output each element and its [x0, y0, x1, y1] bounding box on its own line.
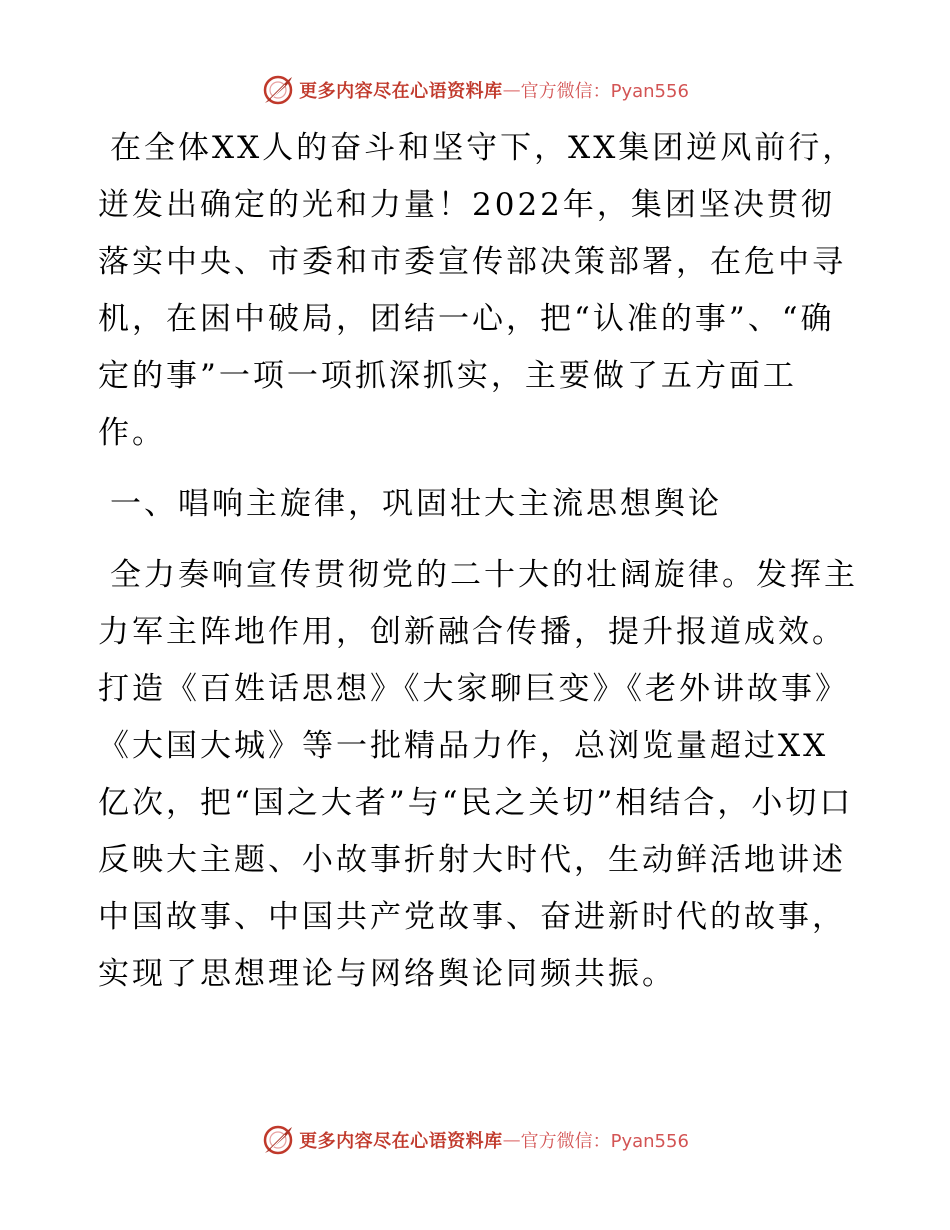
footer-wechat-text: 官方微信：Pyan556 — [520, 1131, 689, 1152]
footer-separator: — — [502, 1129, 521, 1151]
header-wechat-text: 官方微信：Pyan556 — [520, 81, 689, 102]
header-brand-text: 更多内容尽在心语资料库 — [299, 81, 503, 102]
feather-pen-logo-icon — [261, 1123, 295, 1157]
document-body — [98, 120, 858, 1003]
header-watermark — [0, 70, 950, 110]
intro-paragraph: 在全体XX人的奋斗和坚守下，XX集团逆风前行，迸发出确定的光和力量！2022年，集团坚决贯彻落实中央、市委和市委宣传部决策部署，在危中寻机，在困中破局，团结一心，把“认准的事”、“确定的事”一项一项抓深抓实，主要做了五方面工作。 — [98, 130, 857, 451]
section-heading: 一、唱响主旋律，巩固壮大主流思想舆论 — [110, 486, 722, 522]
header-separator: — — [502, 79, 521, 101]
section-paragraph: 全力奏响宣传贯彻党的二十大的壮阔旋律。发挥主力军主阵地作用，创新融合传播，提升报道成效。打造《百姓话思想》《大家聊巨变》《老外讲故事》《大国大城》等一批精品力作，总浏览量超过XX亿次，把“国之大者”与“民之关切”相结合，小切口反映大主题、小故事折射大时代，生动鲜活地讲述中国故事、中国共产党故事、奋进新时代的故事，实现了思想理论与网络舆论同频共振。 — [98, 557, 858, 992]
feather-pen-logo-icon — [261, 73, 295, 107]
footer-watermark — [0, 1120, 950, 1160]
footer-brand-text: 更多内容尽在心语资料库 — [299, 1131, 503, 1152]
